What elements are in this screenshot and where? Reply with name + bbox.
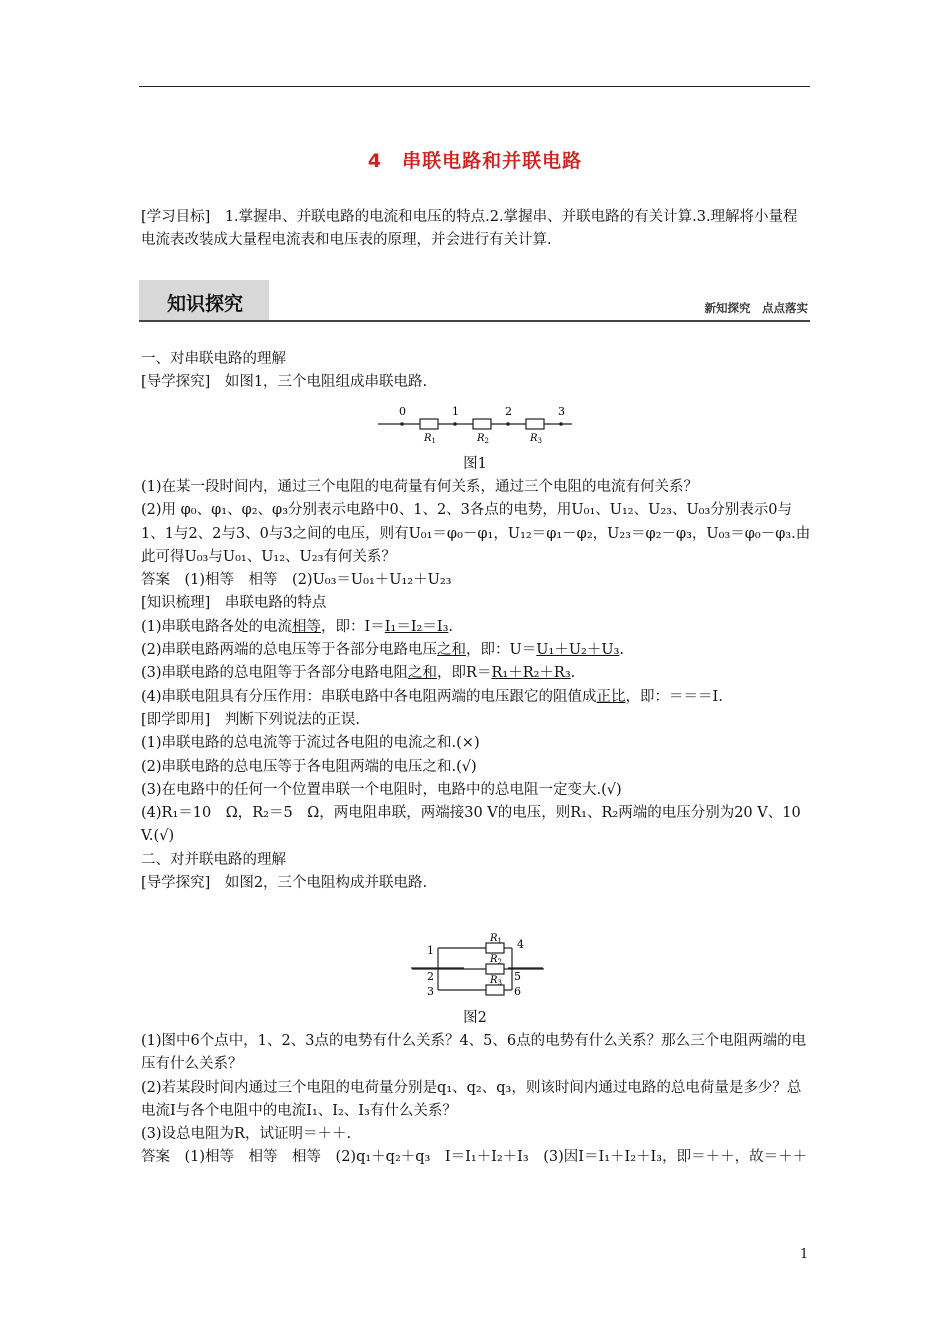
resistor-label-r2: $R_2$	[490, 954, 502, 966]
resistor-label-r3: $R_3$	[530, 433, 542, 445]
part2-heading: 二、对并联电路的理解	[141, 851, 286, 868]
figure2-parallel-circuit	[408, 932, 548, 1002]
section-header	[139, 280, 810, 322]
blank-answer: U₁＋U₂＋U₃	[536, 642, 620, 659]
node-label-0: 0	[399, 405, 406, 418]
learning-goals-text: 1.掌握串、并联电路的电流和电压的特点.2.掌握串、并联电路的有关计算.3.理解将小量程电流表改装成大量程电流表和电压表的原理，并会进行有关计算.	[141, 209, 798, 249]
knowledge-point-3: (3)串联电路的总电阻等于各部分电路电阻之和，即R＝R₁＋R₂＋R₃.	[141, 665, 576, 682]
knowledge-point-4: (4)串联电阻具有分压作用：串联电路中各电阻两端的电压跟它的阻值成正比，即：＝＝＝I.	[141, 688, 723, 705]
part2-question-1: (1)图中6个点中，1、2、3点的电势有什么关系？4、5、6点的电势有什么关系？那么三个电阻两端的电压有什么关系？	[141, 1033, 807, 1073]
part1-answer: 答案 (1)相等 相等 (2)U₀₃＝U₀₁＋U₁₂＋U₂₃	[141, 572, 452, 589]
resistor-label-r1: $R_1$	[490, 933, 502, 945]
resistor-label-r2: $R_2$	[477, 433, 489, 445]
node-label-2: 2	[427, 970, 434, 983]
judgement-3: (3)在电路中的任何一个位置串联一个电阻时，电路中的总电阻一定变大.(√)	[141, 781, 622, 798]
resistor-r2	[473, 419, 491, 429]
figure2-caption: 图2	[463, 1010, 487, 1026]
learning-goals	[141, 206, 811, 253]
node-1	[453, 422, 457, 426]
blank-answer: R₁＋R₂＋R₃	[491, 665, 571, 682]
node-3	[559, 422, 563, 426]
node-label-3: 3	[427, 985, 434, 998]
blank-answer: 之和	[408, 665, 438, 682]
resistor-label-r3: $R_3$	[490, 975, 502, 987]
section-tag	[139, 280, 269, 320]
figure1-series-circuit	[375, 402, 575, 450]
header-rule	[139, 86, 810, 87]
section-rule	[139, 320, 810, 322]
node-label-3: 3	[558, 405, 565, 418]
resistor-r3	[526, 419, 544, 429]
part1-intro	[141, 348, 811, 395]
part1-body	[141, 476, 811, 895]
blank-answer: 正比	[596, 688, 626, 705]
node-label-5: 5	[514, 970, 521, 983]
blank-answer: 相等	[292, 618, 322, 635]
knowledge-point-2: (2)串联电路两端的总电压等于各部分电路电压之和，即：U＝U₁＋U₂＋U₃.	[141, 642, 624, 659]
section-subtitle: 新知探究 点点落实	[704, 301, 808, 315]
resistor-label-r1: $R_1$	[424, 433, 436, 445]
blank-answer: 之和	[437, 642, 467, 659]
page-number: 1	[800, 1247, 809, 1262]
part1-question-2: (2)用 φ₀、φ₁、φ₂、φ₃分别表示电路中0、1、2、3各点的电势，用U₀₁、U₁₂、U₂₃、U₀₃分别表示0与1、1与2、2与3、0与3之间的电压，则有U₀₁＝φ₀－φ₁，U₁₂＝φ₁－φ₂，U₂₃＝φ₂－φ₃，U₀₃＝φ₀－φ₃.由此可得U₀₃与U₀₁、U₁₂、U₂₃有何关系？	[141, 502, 811, 565]
node-label-1: 1	[427, 944, 434, 957]
figure1-caption: 图1	[463, 456, 487, 472]
section-tag-label: 知识探究	[167, 293, 244, 315]
node-label-4: 4	[517, 938, 524, 951]
part1-heading: 一、对串联电路的理解	[141, 351, 286, 367]
node-label-1: 1	[452, 405, 459, 418]
part2-question-2: (2)若某段时间内通过三个电阻的电荷量分别是q₁、q₂、q₃，则该时间内通过电路的总电荷量是多少？总电流I与各个电阻中的电流I₁、I₂、I₃有什么关系？	[141, 1079, 802, 1119]
practice-heading: [即学即用] 判断下列说法的正误.	[141, 711, 360, 728]
part2-guide: [导学探究] 如图2，三个电阻构成并联电路.	[141, 875, 428, 892]
judgement-2: (2)串联电路的总电压等于各电阻两端的电压之和.(√)	[141, 758, 477, 775]
blank-answer: I₁＝I₂＝I₃	[384, 618, 449, 635]
knowledge-review-heading: [知识梳理] 串联电路的特点	[141, 595, 327, 612]
knowledge-point-1: (1)串联电路各处的电流相等，即：I＝I₁＝I₂＝I₃.	[141, 618, 454, 635]
part2-question-3: (3)设总电阻为R，试证明＝＋＋.	[141, 1126, 352, 1143]
node-label-2: 2	[505, 405, 512, 418]
node-label-6: 6	[514, 985, 521, 998]
part2-body	[141, 1030, 811, 1170]
judgement-1: (1)串联电路的总电流等于流过各电阻的电流之和.(×)	[141, 735, 480, 752]
judgement-4: (4)R₁＝10 Ω，R₂＝5 Ω，两电阻串联，两端接30 V的电压，则R₁、R₂两端的电压分别为20 V、10 V.(√)	[141, 805, 801, 845]
part1-question-1: (1)在某一段时间内，通过三个电阻的电荷量有何关系，通过三个电阻的电流有何关系？	[141, 479, 699, 495]
resistor-r1	[420, 419, 438, 429]
page-title: 4 串联电路和并联电路	[367, 150, 583, 172]
part1-guide: [导学探究] 如图1，三个电阻组成串联电路.	[141, 374, 428, 391]
node-0	[400, 422, 404, 426]
part2-answer: 答案 (1)相等 相等 相等 (2)q₁＋q₂＋q₃ I＝I₁＋I₂＋I₃ (3)因I＝I₁＋I₂＋I₃，即＝＋＋，故＝＋＋	[141, 1149, 808, 1166]
node-2	[506, 422, 510, 426]
learning-goals-label: [学习目标]	[141, 209, 211, 225]
